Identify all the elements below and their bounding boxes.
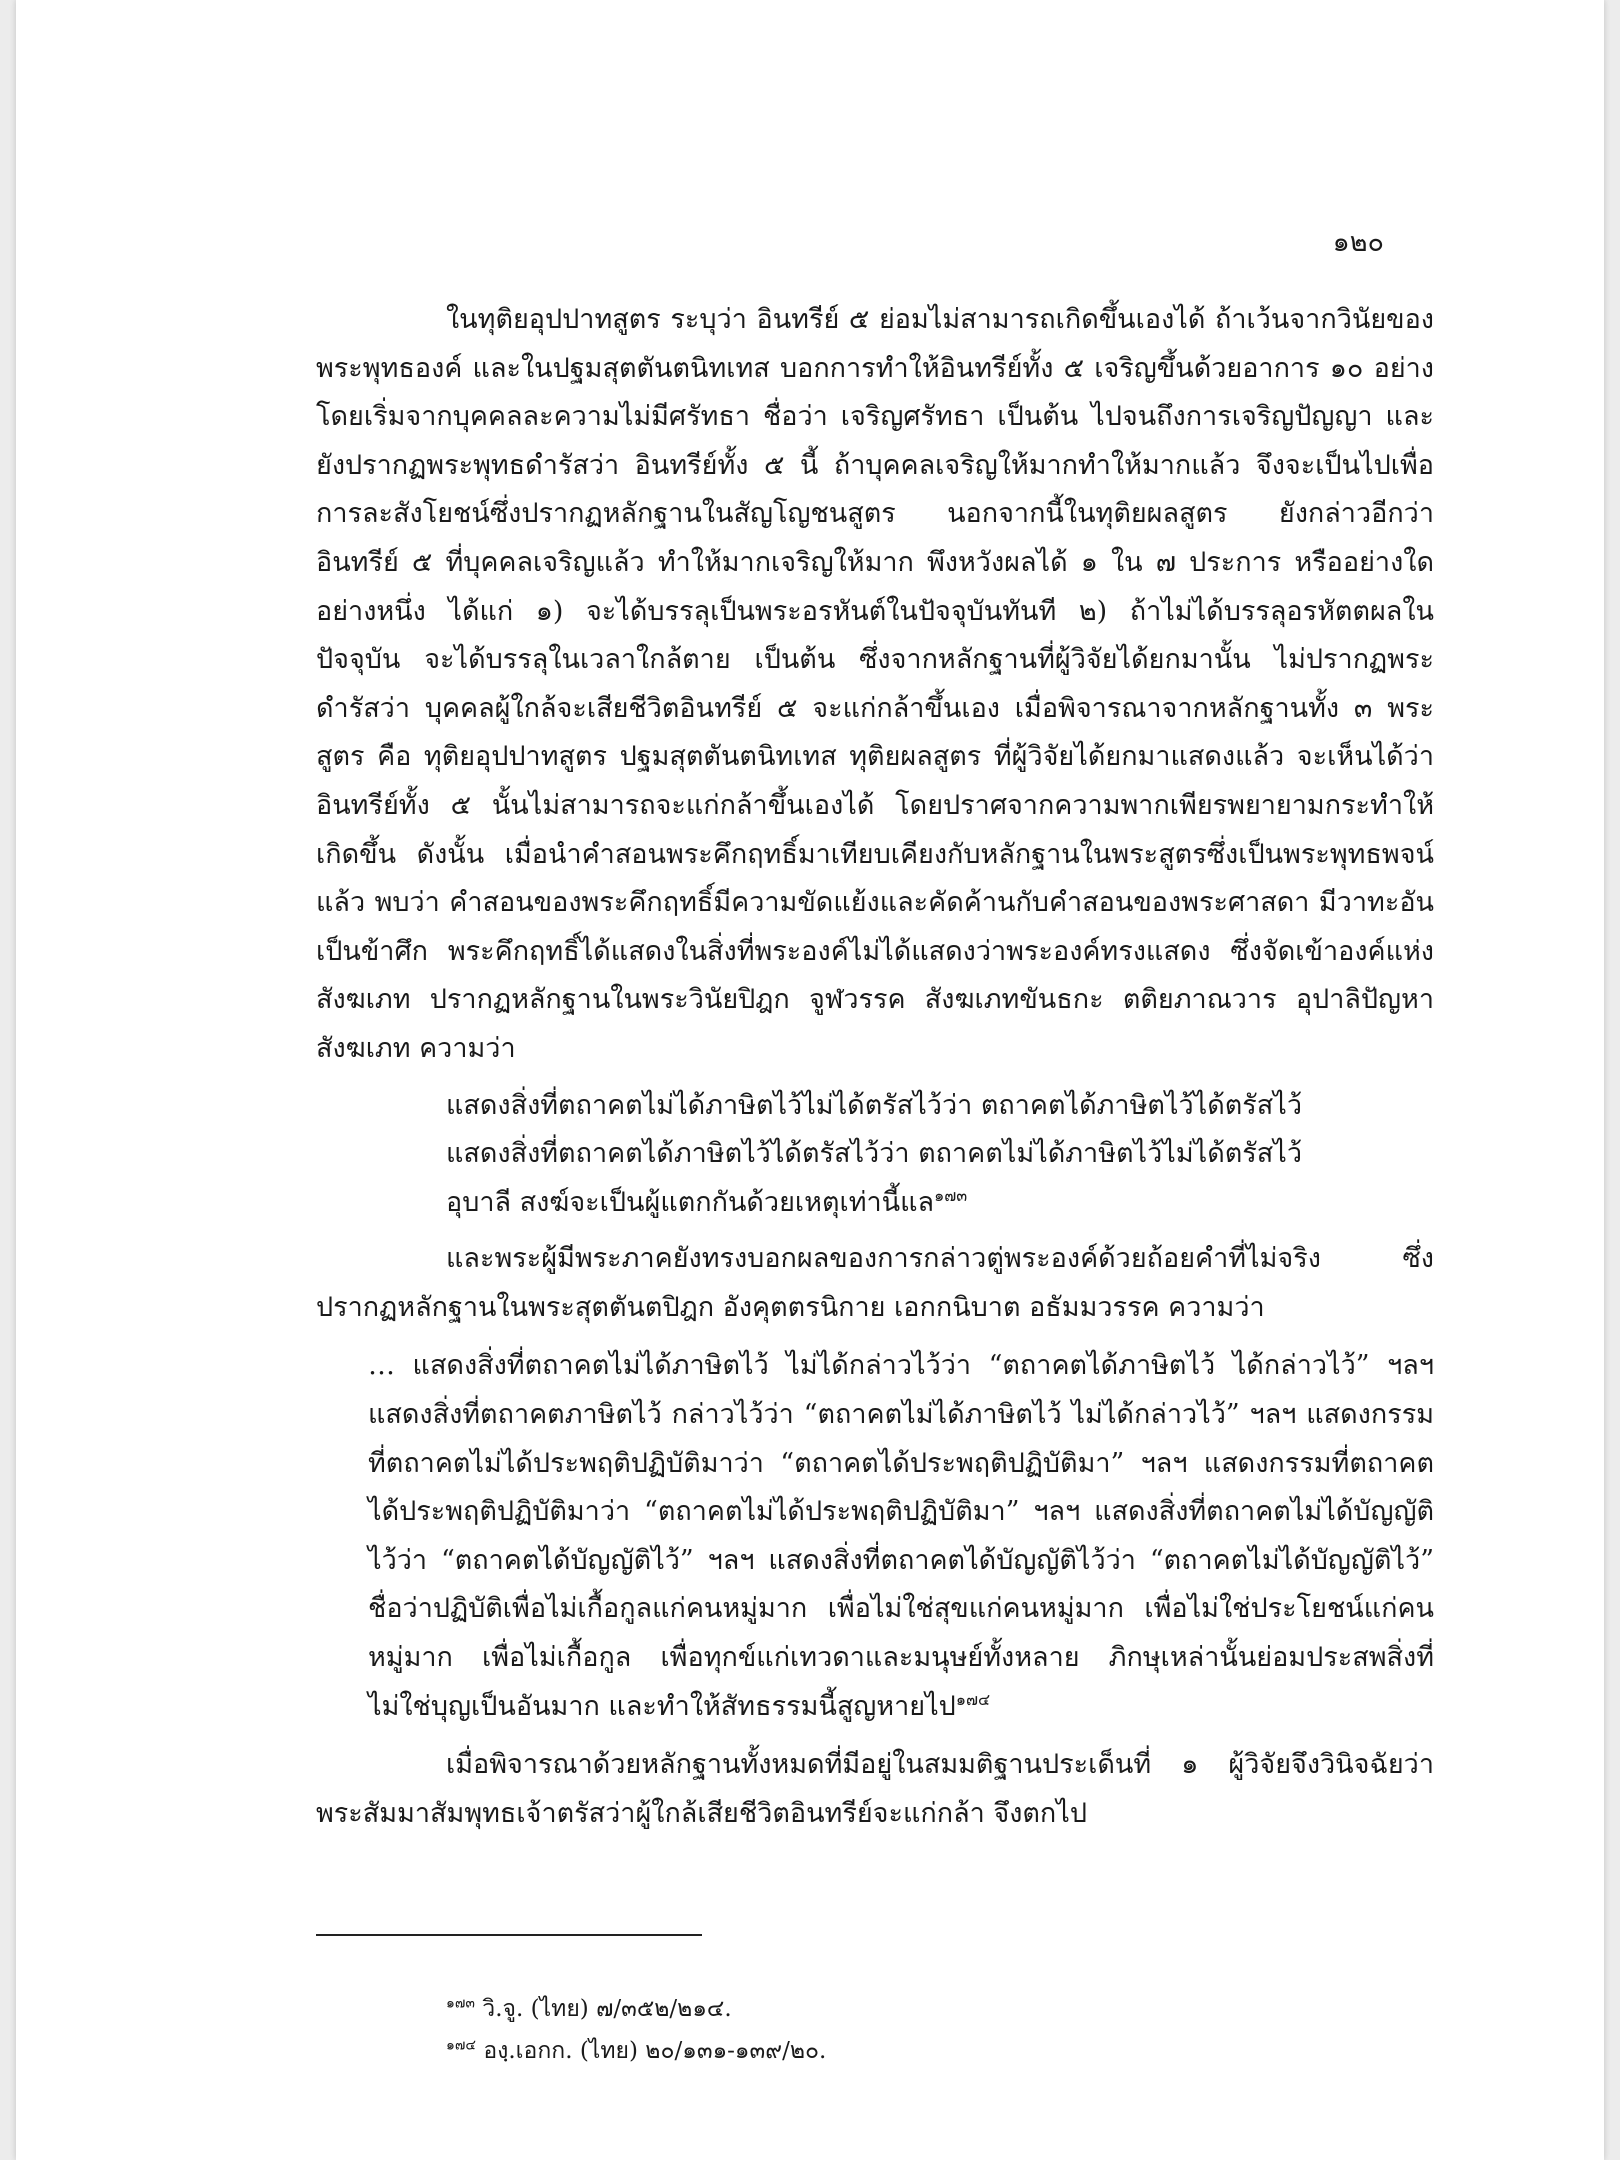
footnote-divider bbox=[316, 1934, 702, 1936]
verse-line-1: แสดงสิ่งที่ตถาคตไม่ได้ภาษิตไว้ไม่ได้ตรัสไว้ว่า ตถาคตได้ภาษิตไว้ได้ตรัสไว้ bbox=[446, 1089, 1303, 1121]
body-paragraph-1: ในทุติยอุปปาทสูตร ระบุว่า อินทรีย์ ๕ ย่อมไม่สามารถเกิดขึ้นเองได้ ถ้าเว้นจากวินัยของพระพุทธองค์ และในปฐมสุตตันตนิทเทส บอกการทำให้อินทรีย์ทั้ง ๕ เจริญขึ้นด้วยอาการ ๑๐ อย่าง โดยเริ่มจากบุคคลละความไม่มีศรัทธา ชื่อว่า เจริญศรัทธา เป็นต้น ไปจนถึงการเจริญปัญญา และยังปรากฏพระพุทธดำรัสว่า อินทรีย์ทั้ง ๕ นี้ ถ้าบุคคลเจริญให้มากทำให้มากแล้ว จึงจะเป็นไปเพื่อการละสังโยชน์ซึ่งปรากฏหลักฐานในสัญโญชนสูตร นอกจากนี้ในทุติยผลสูตร ยังกล่าวอีกว่า อินทรีย์ ๕ ที่บุคคลเจริญแล้ว ทำให้มากเจริญให้มาก พึงหวังผลได้ ๑ ใน ๗ ประการ หรืออย่างใดอย่างหนึ่ง ได้แก่ ๑) จะได้บรรลุเป็นพระอรหันต์ในปัจจุบันทันที ๒) ถ้าไม่ได้บรรลุอรหัตตผลในปัจจุบัน จะได้บรรลุในเวลาใกล้ตาย เป็นต้น ซึ่งจากหลักฐานที่ผู้วิจัยได้ยกมานั้น ไม่ปรากฏพระดำรัสว่า บุคคลผู้ใกล้จะเสียชีวิตอินทรีย์ ๕ จะแก่กล้าขึ้นเอง เมื่อพิจารณาจากหลักฐานทั้ง ๓ พระสูตร คือ ทุติยอุปปาทสูตร ปฐมสุตตันตนิทเทส ทุติยผลสูตร ที่ผู้วิจัยได้ยกมาแสดงแล้ว จะเห็นได้ว่า อินทรีย์ทั้ง ๕ นั้นไม่สามารถจะแก่กล้าขึ้นเองได้ โดยปราศจากความพากเพียรพยายามกระทำให้เกิดขึ้น ดังนั้น เมื่อนำคำสอนพระคึกฤทธิ์มาเทียบเคียงกับหลักฐานในพระสูตรซึ่งเป็นพระพุทธพจน์แล้ว พบว่า คำสอนของพระคึกฤทธิ์มีความขัดแย้งและคัดค้านกับคำสอนของพระศาสดา มีวาทะอันเป็นข้าศึก พระคึกฤทธิ์ได้แสดงในสิ่งที่พระองค์ไม่ได้แสดงว่าพระองค์ทรงแสดง ซึ่งจัดเข้าองค์แห่งสังฆเภท ปรากฏหลักฐานในพระวินัยปิฎก จูฬวรรค สังฆเภทขันธกะ ตติยภาณวาร อุปาลิปัญหา สังฆเภท ความว่า bbox=[316, 304, 1434, 1064]
footnotes bbox=[446, 1988, 826, 2072]
block-quote bbox=[368, 1342, 1434, 1731]
page-number: ๑๒๐ bbox=[1332, 227, 1384, 258]
quoted-verse bbox=[446, 1082, 1434, 1228]
footnote-ref-174[interactable]: ๑๗๔ bbox=[955, 1689, 991, 1709]
footnote-ref-173[interactable]: ๑๗๓ bbox=[934, 1185, 968, 1205]
footnote-number: ๑๗๔ bbox=[446, 2037, 477, 2054]
verse-line-2: แสดงสิ่งที่ตถาคตได้ภาษิตไว้ได้ตรัสไว้ว่า ตถาคตไม่ได้ภาษิตไว้ไม่ได้ตรัสไว้ bbox=[446, 1138, 1303, 1170]
document-page bbox=[16, 0, 1604, 2160]
verse-line-3 bbox=[446, 1179, 1434, 1228]
footnote-text: วิ.จู. (ไทย) ๗/๓๕๒/๒๑๔. bbox=[482, 1996, 732, 2022]
footnote-173 bbox=[446, 1988, 826, 2030]
block-quote-text: … แสดงสิ่งที่ตถาคตไม่ได้ภาษิตไว้ ไม่ได้กล่าวไว้ว่า “ตถาคตได้ภาษิตไว้ ได้กล่าวไว้” ฯลฯ แสดงสิ่งที่ตถาคตภาษิตไว้ กล่าวไว้ว่า “ตถาคตไม่ได้ภาษิตไว้ ไม่ได้กล่าวไว้” ฯลฯ แสดงกรรมที่ตถาคตไม่ได้ประพฤติปฏิบัติมาว่า “ตถาคตได้ประพฤติปฏิบัติมา” ฯลฯ แสดงกรรมที่ตถาคตได้ประพฤติปฏิบัติมาว่า “ตถาคตไม่ได้ประพฤติปฏิบัติมา” ฯลฯ แสดงสิ่งที่ตถาคตไม่ได้บัญญัติไว้ว่า “ตถาคตได้บัญญัติไว้” ฯลฯ แสดงสิ่งที่ตถาคตได้บัญญัติไว้ว่า “ตถาคตไม่ได้บัญญัติไว้” ชื่อว่าปฏิบัติเพื่อไม่เกื้อกูลแก่คนหมู่มาก เพื่อไม่ใช่สุขแก่คนหมู่มาก เพื่อไม่ใช่ประโยชน์แก่คนหมู่มาก เพื่อไม่เกื้อกูล เพื่อทุกข์แก่เทวดาและมนุษย์ทั้งหลาย ภิกษุเหล่านั้นย่อมประสพสิ่งที่ไม่ใช่บุญเป็นอันมาก และทำให้สัทธรรมนี้สูญหายไป bbox=[368, 1350, 1434, 1722]
footnote-174 bbox=[446, 2030, 826, 2072]
footnote-number: ๑๗๓ bbox=[446, 1995, 475, 2012]
body-paragraph-2: และพระผู้มีพระภาคยังทรงบอกผลของการกล่าวตู่พระองค์ด้วยถ้อยคำที่ไม่จริง ซึ่งปรากฏหลักฐานในพระสุตตันตปิฎก อังคุตตรนิกาย เอกกนิบาต อธัมมวรรค ความว่า bbox=[316, 1243, 1434, 1323]
body-paragraph-3: เมื่อพิจารณาด้วยหลักฐานทั้งหมดที่มีอยู่ในสมมติฐานประเด็นที่ ๑ ผู้วิจัยจึงวินิจฉัยว่าพระสัมมาสัมพุทธเจ้าตรัสว่าผู้ใกล้เสียชีวิตอินทรีย์จะแก่กล้า จึงตกไป bbox=[316, 1749, 1434, 1829]
verse-line-3-text: อุบาลี สงฆ์จะเป็นผู้แตกกันด้วยเหตุเท่านี้แล bbox=[446, 1186, 935, 1218]
footnote-text: องฺ.เอกก. (ไทย) ๒๐/๑๓๑-๑๓๙/๒๐. bbox=[483, 2038, 827, 2064]
page-body bbox=[316, 296, 1434, 1838]
